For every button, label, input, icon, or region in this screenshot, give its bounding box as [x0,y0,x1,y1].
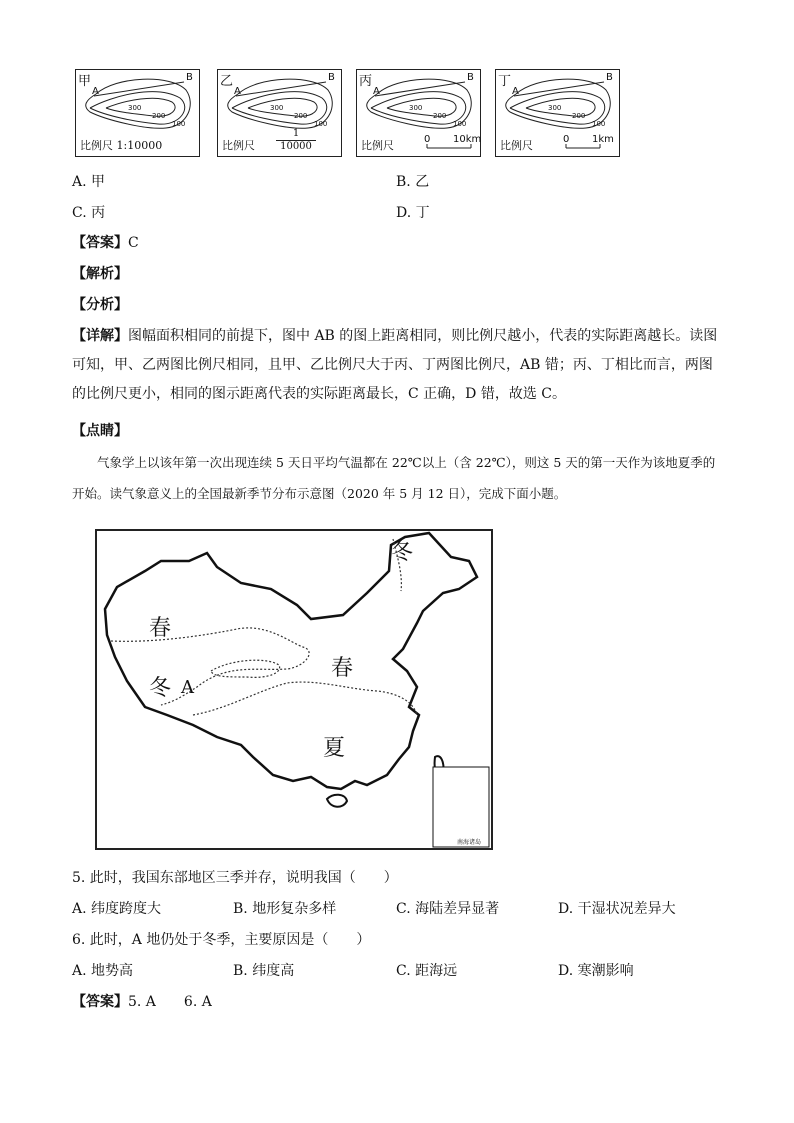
scale-bar-end: 10km [453,134,482,145]
scale-prefix: 比例尺 [222,139,255,152]
map-title: 丙 [359,74,373,89]
contour-100-label: 100 [592,120,606,128]
contour-100-label: 100 [453,120,467,128]
answer-value: 5. A 6. A [128,994,212,1010]
fraction-numerator: 1 [276,128,316,141]
label-summer: 夏 [323,736,346,761]
contour-map-jia [75,69,200,157]
detail-tag: 【详解】 [72,328,128,344]
contour-300-label: 300 [270,104,284,112]
contour-200-label: 200 [294,112,308,120]
label-winter-west: 冬 [149,676,172,701]
label-point-a: A [181,677,194,698]
scale-prefix: 比例尺 [361,139,394,152]
q6-option-a[interactable]: A. 地势高 [72,963,134,979]
label-spring-east: 春 [331,656,354,681]
contour-200-label: 200 [152,112,166,120]
scale-bar-end: 1km [592,134,614,145]
q6-stem: 6. 此时，A 地仍处于冬季，主要原因是（ ） [72,932,371,948]
fraction-denominator: 10000 [280,141,312,152]
option-c[interactable]: C. 丙 [72,205,106,221]
contour-300-label: 300 [128,104,142,112]
dianjing-heading: 【点睛】 [72,423,128,439]
answer-tag: 【答案】 [72,235,128,251]
scale-bar-start: 0 [424,134,431,145]
inset-label: 南海诸岛 [457,839,482,846]
fenxi-heading: 【分析】 [72,297,128,313]
label-spring-west: 春 [149,616,172,641]
q6-option-d[interactable]: D. 寒潮影响 [558,963,634,979]
answer-4 [72,233,139,253]
point-b-label: B [186,72,193,83]
point-b-label: B [328,72,335,83]
contour-200-label: 200 [572,112,586,120]
contour-map-ding [495,69,620,157]
answer-tag: 【答案】 [72,994,128,1010]
scale-prefix: 比例尺 [500,139,533,152]
answer-5-6 [72,992,212,1012]
q5-option-d[interactable]: D. 干湿状况差异大 [558,901,676,917]
contour-100-label: 100 [314,120,328,128]
scale-fraction [276,128,316,153]
map-title: 乙 [220,74,234,89]
contour-200-label: 200 [433,112,447,120]
q5-option-c[interactable]: C. 海陆差异显著 [396,901,500,917]
contour-100-label: 100 [172,120,186,128]
detail-text: 图幅面积相同的前提下，图中 AB 的图上距离相同，则比例尺越小，代表的实际距离越长。读图可知，甲、乙两图比例尺相同，且甲、乙比例尺大于丙、丁两图比例尺，AB 错；丙、丁相比而言，两图的比例尺更小，相同的图示距离代表的实际距离最长，C 正确，D 错，故选 C。 [72,328,718,402]
point-b-label: B [606,72,613,83]
option-d[interactable]: D. 丁 [396,205,430,221]
q6-option-b[interactable]: B. 纬度高 [233,963,295,979]
point-b-label: B [467,72,474,83]
contour-300-label: 300 [548,104,562,112]
q5-stem: 5. 此时，我国东部地区三季并存，说明我国（ ） [72,870,398,886]
map-title: 丁 [498,74,512,89]
analysis-heading: 【解析】 [72,266,128,282]
answer-value: C [128,235,139,251]
option-b[interactable]: B. 乙 [396,174,430,190]
label-winter-northeast: 冬 [391,540,414,565]
q5-option-a[interactable]: A. 纬度跨度大 [72,901,162,917]
map-title: 甲 [78,74,92,89]
point-a-label: A [92,86,99,97]
contour-300-label: 300 [409,104,423,112]
point-a-label: A [373,86,380,97]
point-a-label: A [234,86,241,97]
detail-paragraph [72,322,722,409]
q6-option-c[interactable]: C. 距海远 [396,963,458,979]
intro-paragraph: 气象学上以该年第一次出现连续 5 天日平均气温都在 22℃以上（含 22℃），则这 5 天的第一天作为该地夏季的开始。读气象意义上的全国最新季节分布示意图（2020 年 5 月 12 日），完成下面小题。 [72,455,716,501]
option-a[interactable]: A. 甲 [72,174,106,190]
scale-text: 比例尺 1:10000 [80,139,163,152]
q5-option-b[interactable]: B. 地形复杂多样 [233,901,337,917]
scale-bar-start: 0 [563,134,570,145]
contour-map-yi [217,69,342,157]
contour-map-bing [356,69,481,157]
point-a-label: A [512,86,519,97]
china-season-map [95,529,493,850]
